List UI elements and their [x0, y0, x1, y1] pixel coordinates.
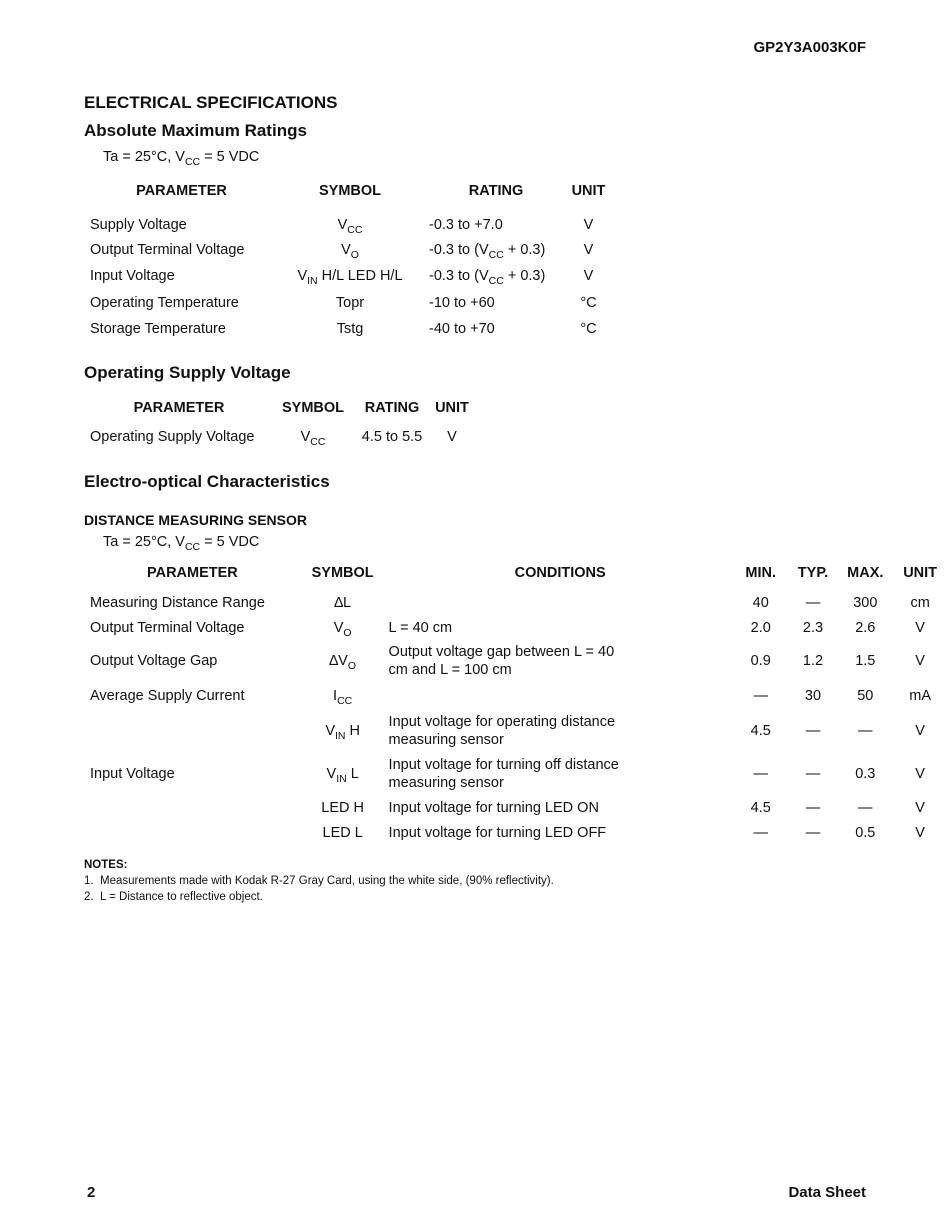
conditions-cell: L = 40 cm — [388, 619, 453, 636]
electro-condition: Ta = 25°C, $V_{CC} = 5$ VDC — [103, 534, 260, 553]
header-parameter: PARAMETER — [136, 183, 227, 199]
header-symbol: SYMBOL — [311, 565, 374, 581]
typ-cell: 2.3 — [802, 619, 824, 636]
symbol-cell: LED H — [321, 799, 365, 816]
min-cell: — — [753, 824, 768, 841]
param-cell: Operating Supply Voltage — [90, 429, 255, 445]
table-row — [84, 316, 606, 342]
table-row — [84, 709, 950, 752]
symbol-cell: $V_{IN}$ H — [325, 722, 360, 742]
max-cell: 300 — [853, 594, 878, 611]
param-cell: Operating Temperature — [90, 294, 239, 311]
abs-max-title: Absolute Maximum Ratings — [84, 121, 307, 140]
symbol-cell: $V_{CC}$ — [300, 429, 326, 448]
min-cell: 4.5 — [750, 722, 771, 739]
unit-cell: V — [583, 216, 594, 233]
table-row — [84, 425, 472, 449]
symbol-cell: $V_O$ — [341, 241, 359, 261]
max-cell: 0.5 — [855, 824, 876, 841]
typ-cell: — — [805, 722, 821, 739]
unit-cell: V — [447, 429, 457, 445]
param-cell: Average Supply Current — [90, 687, 245, 704]
part-number: GP2Y3A003K0F — [753, 39, 866, 56]
rating-cell: -0.3 to +7.0 — [429, 216, 503, 233]
param-cell: Input Voltage — [90, 765, 175, 782]
header-rating: RATING — [468, 183, 524, 199]
notes — [84, 857, 554, 905]
max-cell: 1.5 — [855, 653, 876, 669]
electro-table — [84, 562, 950, 845]
symbol-cell: $V_{IN}$ L — [326, 765, 359, 785]
min-cell: — — [753, 765, 768, 782]
header-unit: UNIT — [435, 400, 469, 416]
table-row — [84, 262, 606, 289]
symbol-cell: $I_{CC}$ — [333, 687, 353, 707]
note-item: 1. Measurements made with Kodak R-27 Gray Card, using the white side, (90% reflectivity). — [84, 875, 554, 887]
conditions-cell: Output voltage gap between L = 40 cm and L = 100 cm — [388, 644, 615, 678]
max-cell: 2.6 — [855, 619, 876, 636]
unit-cell: V — [915, 653, 925, 669]
typ-cell: — — [805, 799, 821, 816]
op-supply-table — [84, 397, 472, 449]
min-cell: 0.9 — [750, 653, 771, 669]
min-cell: 2.0 — [750, 619, 771, 636]
note-item: 2. L = Distance to reflective object. — [84, 891, 263, 903]
unit-cell: V — [915, 799, 925, 816]
unit-cell: V — [583, 241, 594, 258]
header-typ: TYP. — [797, 565, 829, 581]
conditions-cell: Input voltage for turning LED ON — [388, 799, 599, 816]
conditions-cell: Input voltage for turning off distance measuring sensor — [388, 756, 619, 791]
table-row — [84, 752, 950, 795]
header-unit: UNIT — [571, 183, 606, 199]
header-symbol: SYMBOL — [281, 400, 345, 416]
conditions-cell — [385, 682, 736, 709]
table-row — [84, 615, 950, 640]
table-row — [84, 795, 950, 820]
min-cell: 4.5 — [750, 799, 771, 816]
unit-cell: °C — [580, 294, 597, 311]
conditions-cell — [385, 590, 736, 615]
symbol-cell: $V_{IN}$ H/L LED H/L — [297, 267, 403, 287]
header-parameter: PARAMETER — [147, 565, 238, 581]
header-conditions: CONDITIONS — [514, 565, 606, 581]
table-row — [84, 820, 950, 845]
typ-cell: — — [805, 765, 821, 782]
op-supply-title: Operating Supply Voltage — [84, 363, 291, 382]
unit-cell: V — [915, 619, 925, 636]
max-cell: 50 — [857, 687, 874, 704]
page-number: 2 — [87, 1184, 96, 1201]
max-cell: — — [858, 799, 873, 816]
section-title: ELECTRICAL SPECIFICATIONS — [84, 93, 338, 112]
param-cell: Measuring Distance Range — [90, 594, 265, 611]
electro-title: Electro-optical Characteristics — [84, 472, 330, 491]
param-cell: Output Terminal Voltage — [90, 241, 245, 258]
typ-cell: 30 — [804, 687, 822, 704]
header-unit: UNIT — [903, 565, 938, 581]
footer-label: Data Sheet — [788, 1184, 866, 1201]
electro-subtitle: DISTANCE MEASURING SENSOR — [84, 512, 307, 528]
rating-cell: -0.3 to $(V_{CC} + 0.3)$ — [429, 267, 546, 287]
symbol-cell: LED L — [322, 824, 363, 841]
abs-max-condition: Ta = 25°C, $V_{CC} = 5$ VDC — [103, 149, 260, 168]
symbol-cell: ∆L — [334, 594, 352, 611]
unit-cell: °C — [580, 321, 597, 337]
table-row — [84, 289, 606, 316]
symbol-cell: Tstg — [336, 321, 364, 337]
header-symbol: SYMBOL — [318, 183, 382, 199]
rating-cell: -10 to +60 — [429, 294, 495, 311]
table-header-row — [84, 180, 606, 202]
max-cell: 0.3 — [855, 765, 876, 782]
symbol-cell: $\Delta V_O$ — [329, 653, 357, 672]
param-cell: Input Voltage — [90, 267, 175, 284]
abs-max-table — [84, 180, 606, 342]
param-cell — [84, 820, 301, 845]
min-cell: 40 — [752, 594, 769, 611]
max-cell: — — [858, 722, 873, 739]
table-row — [84, 682, 950, 709]
rating-cell: -0.3 to $(V_{CC} + 0.3)$ — [429, 241, 546, 261]
unit-cell: mA — [909, 687, 931, 704]
unit-cell: V — [915, 765, 925, 782]
unit-cell: V — [915, 824, 925, 841]
notes-title: NOTES: — [84, 859, 128, 871]
table-row — [84, 212, 606, 237]
table-row — [84, 640, 950, 682]
header-max: MAX. — [847, 565, 884, 581]
typ-cell: — — [805, 594, 821, 611]
param-cell — [84, 795, 301, 820]
param-cell: Output Terminal Voltage — [90, 619, 245, 636]
table-header-row — [84, 562, 950, 584]
param-cell: Storage Temperature — [90, 321, 226, 337]
rating-cell: -40 to +70 — [429, 321, 495, 337]
header-parameter: PARAMETER — [133, 400, 225, 416]
rating-cell: 4.5 to 5.5 — [361, 429, 423, 445]
typ-cell: — — [805, 824, 821, 841]
unit-cell: V — [583, 267, 594, 284]
typ-cell: 1.2 — [802, 653, 824, 669]
header-rating: RATING — [364, 400, 420, 416]
unit-cell: cm — [910, 594, 930, 611]
table-row — [84, 237, 606, 262]
param-cell — [84, 709, 301, 752]
symbol-cell: Topr — [335, 294, 365, 311]
symbol-cell: $V_O$ — [333, 619, 352, 639]
symbol-cell: $V_{CC}$ — [337, 216, 363, 236]
conditions-cell: Input voltage for turning LED OFF — [388, 824, 607, 841]
param-cell: Supply Voltage — [90, 216, 187, 233]
min-cell: — — [753, 687, 768, 704]
conditions-cell: Input voltage for operating distance measuring sensor — [388, 713, 616, 748]
table-header-row — [84, 397, 472, 419]
table-row — [84, 590, 950, 615]
unit-cell: V — [915, 722, 925, 739]
header-min: MIN. — [745, 565, 776, 581]
param-cell: Output Voltage Gap — [90, 653, 218, 669]
